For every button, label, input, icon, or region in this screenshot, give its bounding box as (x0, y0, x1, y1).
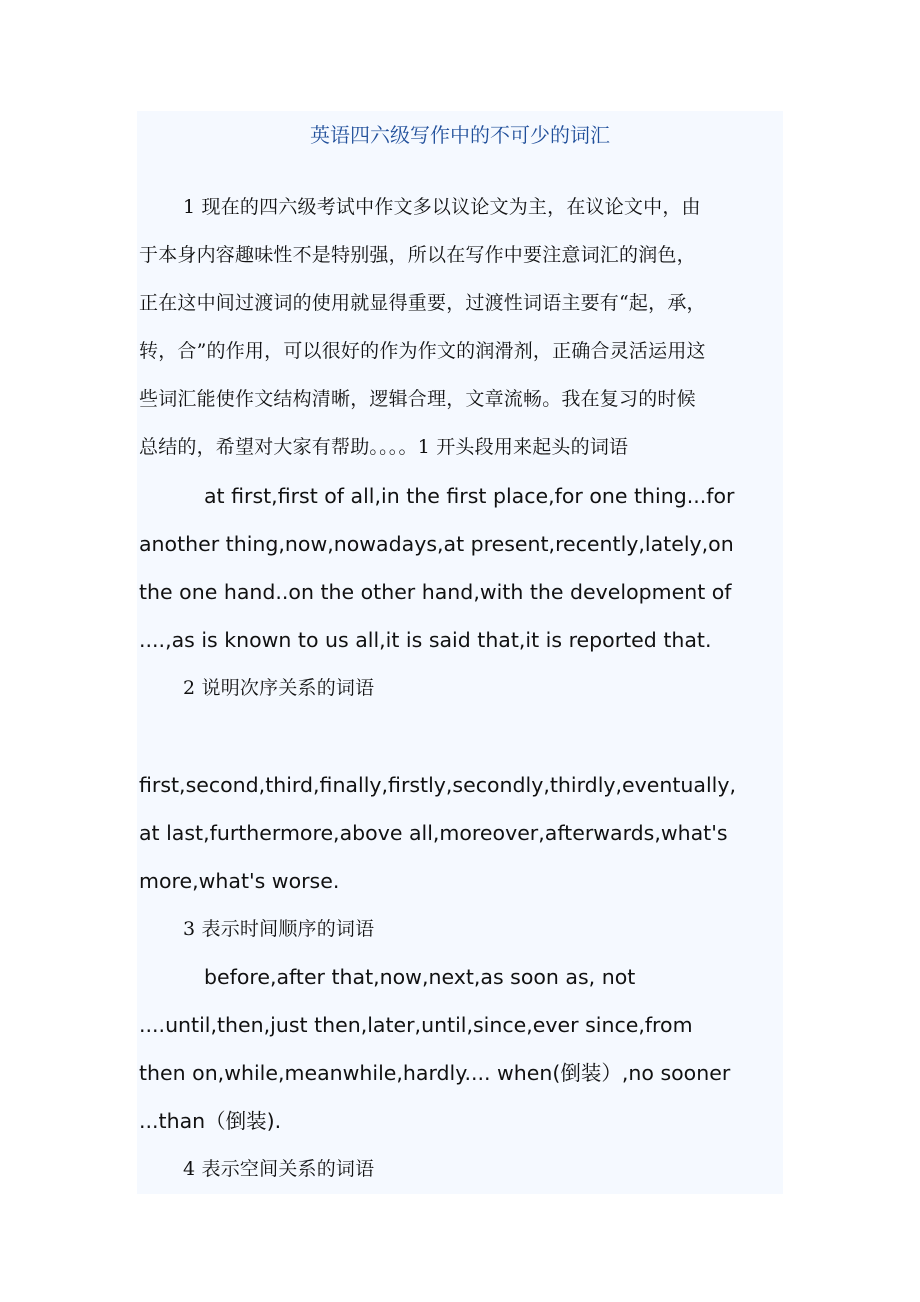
word-list-line: before,after that,now,next,as soon as, not (204, 965, 636, 989)
word-list-line: first,second,third,finally,firstly,secondly,thirdly,eventually, (139, 773, 737, 797)
word-list-line: then on,while,meanwhile,hardly.... when(倒装）,no sooner (139, 1061, 731, 1085)
intro-line: 总结的，希望对大家有帮助。。。。1 开头段用来起头的词语 (139, 436, 629, 458)
intro-line: 些词汇能使作文结构清晰，逻辑合理，文章流畅。我在复习的时候 (139, 388, 696, 410)
intro-line: 于本身内容趣味性不是特别强，所以在写作中要注意词汇的润色， (139, 244, 696, 266)
document-title: 英语四六级写作中的不可少的词汇 (310, 123, 610, 147)
word-list-line: another thing,now,nowadays,at present,recently,lately,on (139, 532, 734, 556)
word-list-line: at last,furthermore,above all,moreover,afterwards,what's (139, 821, 728, 845)
section-heading: 2 说明次序关系的词语 (183, 677, 375, 699)
word-list-line: at first,first of all,in the first place,for one thing...for (204, 484, 735, 508)
intro-line: 1 现在的四六级考试中作文多以议论文为主，在议论文中，由 (183, 196, 701, 218)
section-heading: 4 表示空间关系的词语 (183, 1158, 375, 1180)
section-heading: 3 表示时间顺序的词语 (183, 918, 375, 940)
intro-line: 正在这中间过渡词的使用就显得重要，过渡性词语主要有“起，承， (139, 292, 706, 314)
word-list-line: ...than（倒装). (139, 1109, 282, 1133)
word-list-line: ....until,then,just then,later,until,since,ever since,from (139, 1013, 693, 1037)
word-list-line: more,what's worse. (139, 869, 340, 893)
word-list-line: the one hand..on the other hand,with the development of (139, 580, 732, 604)
word-list-line: ....,as is known to us all,it is said that,it is reported that. (139, 628, 712, 652)
intro-line: 转，合”的作用，可以很好的作为作文的润滑剂，正确合灵活运用这 (139, 340, 706, 362)
